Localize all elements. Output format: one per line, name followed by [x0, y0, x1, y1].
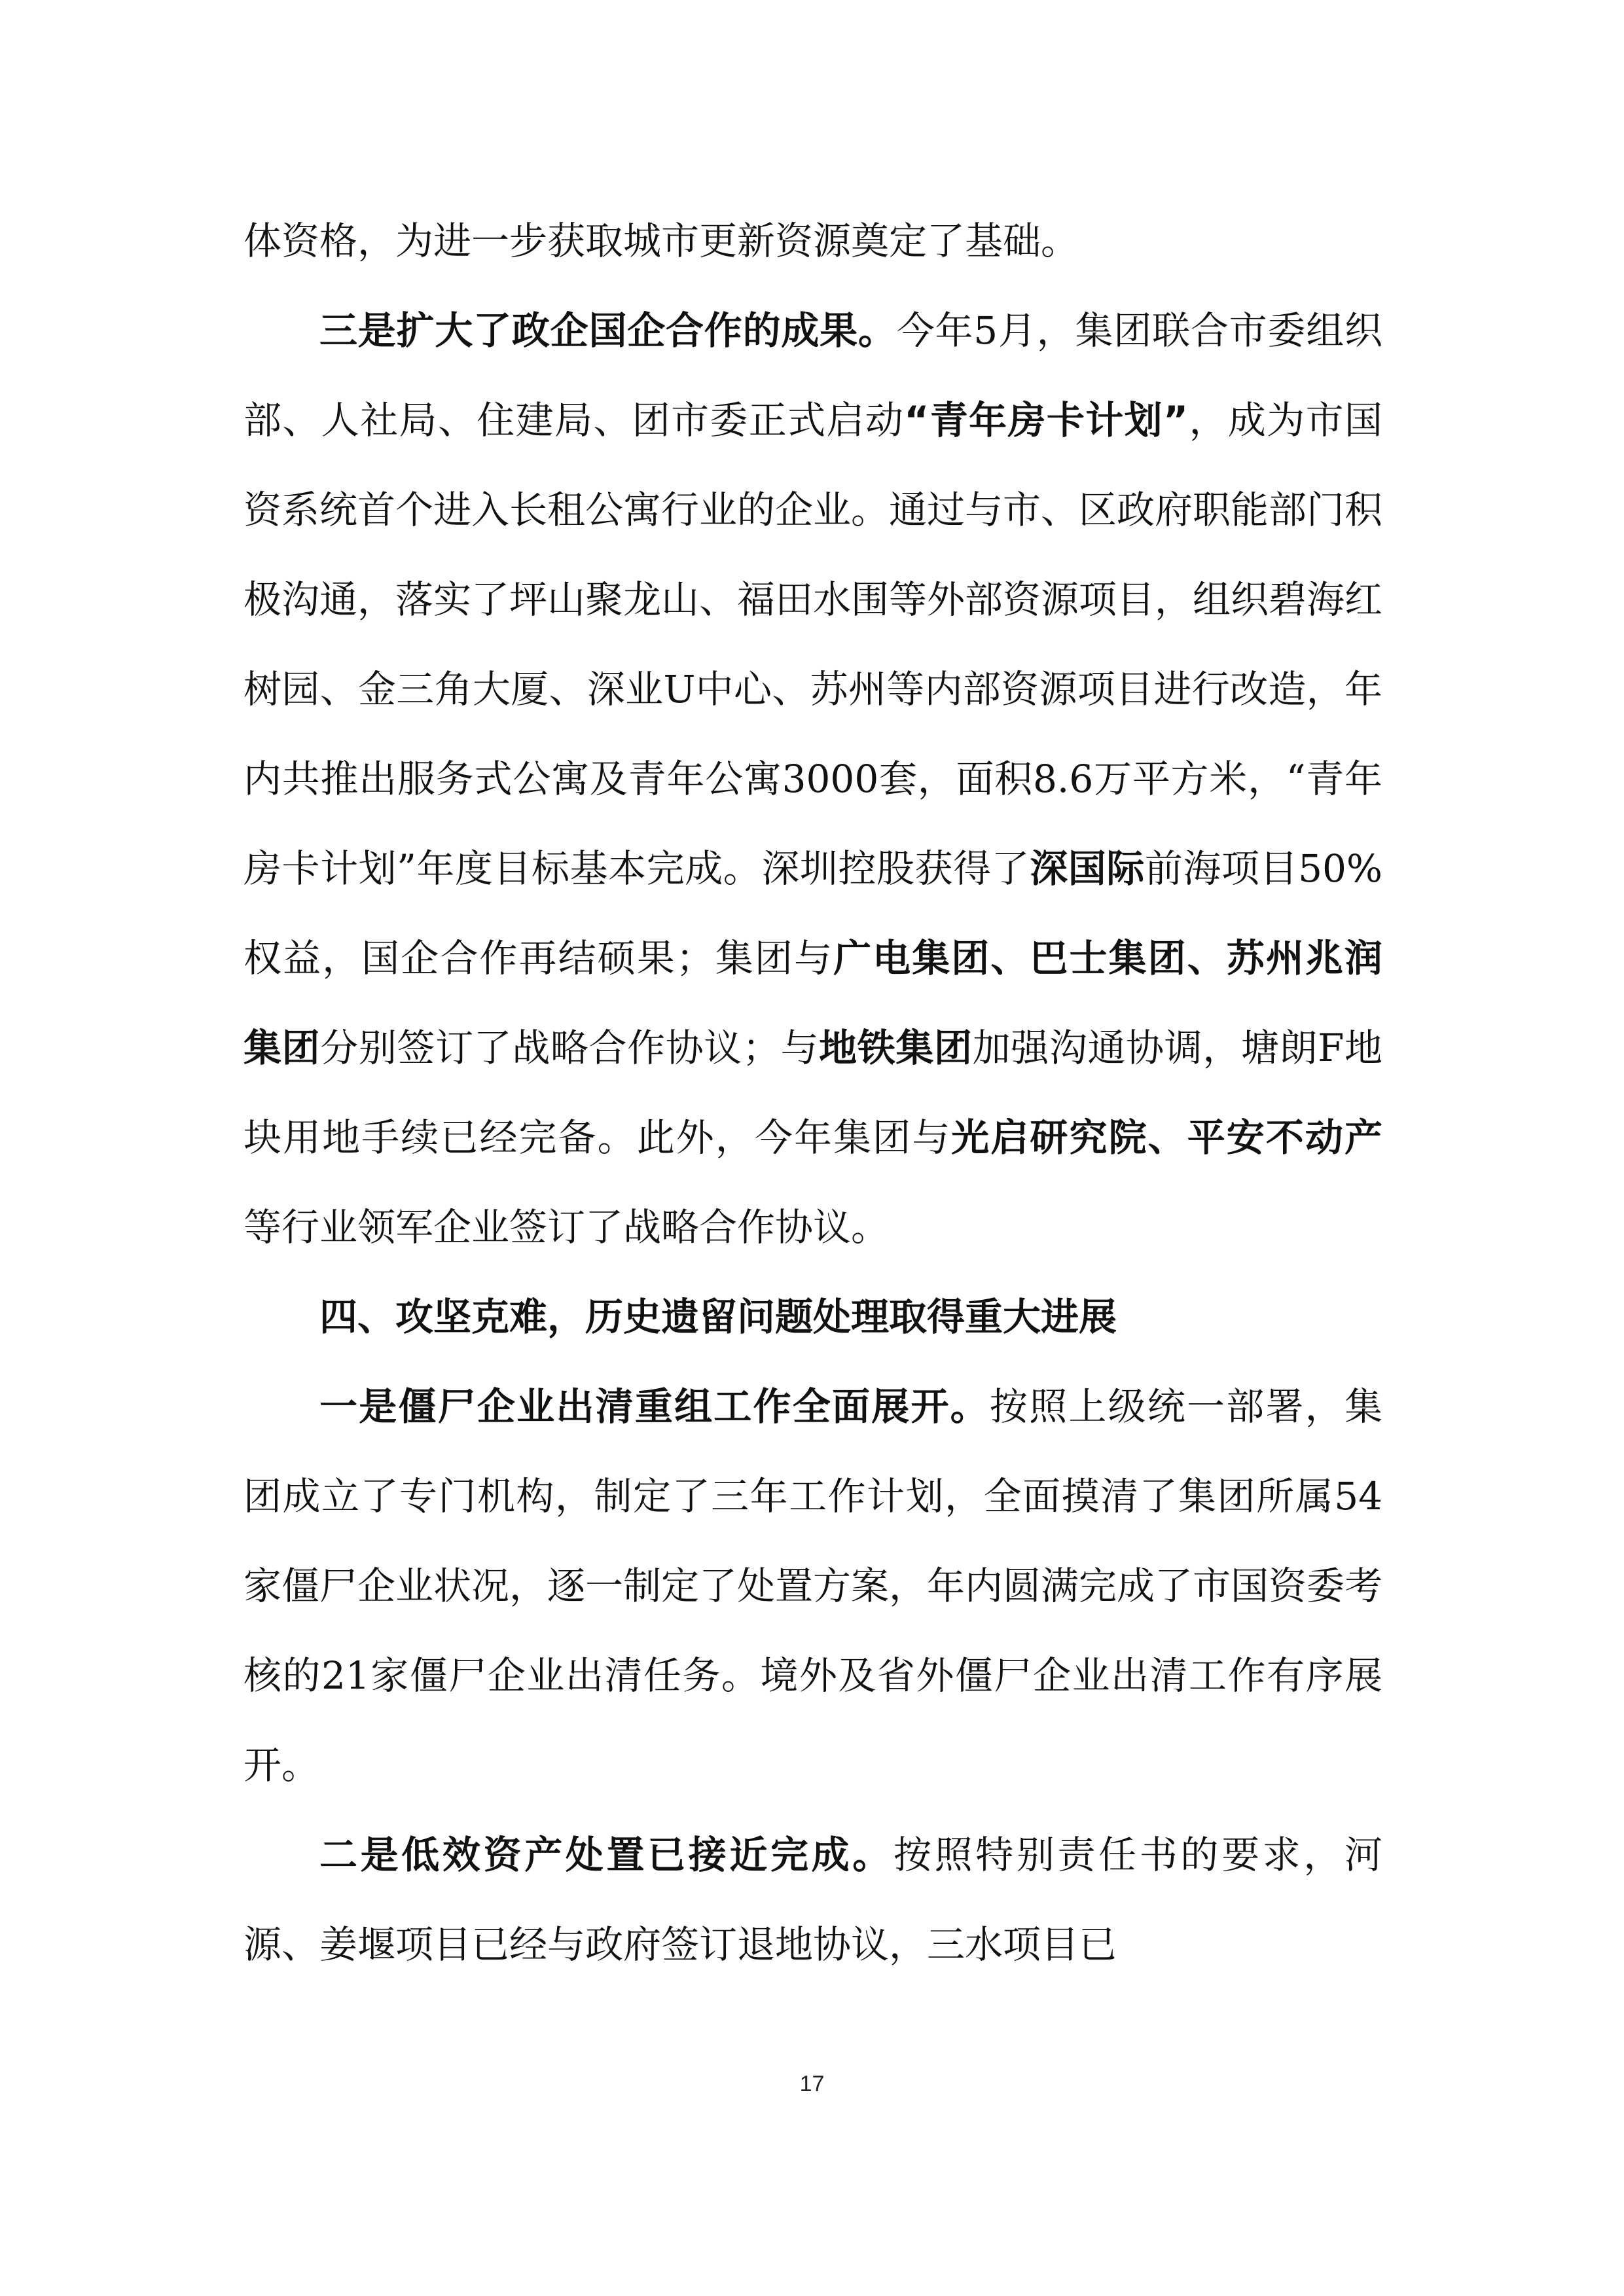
paragraph-zombie-enterprises [244, 1362, 1382, 1810]
paragraph-text: 前海项目50%权益，国企合作再结硕果；集团与 [244, 846, 1382, 980]
paragraph-lead: 三是扩大了政企国企合作的成果。 [319, 308, 897, 353]
paragraph-text: 按照上级统一部署，集团成立了专门机构，制定了三年工作计划，全面摸清了集团所属54家僵尸企业状况，逐一制定了处置方案，年内圆满完成了市国资委考核的21家僵尸企业出清任务。境外及省外僵尸企业出清工作有序展开。 [244, 1384, 1383, 1787]
bold-phrase: 广电集团、巴士集团、苏州兆润集团 [244, 936, 1382, 1070]
page-number: 17 [799, 2072, 825, 2096]
paragraph-text: 按照特别责任书的要求，河源、姜堰项目已经与政府签订退地协议，三水项目已 [244, 1833, 1382, 1967]
bold-phrase: “青年房卡计划” [904, 398, 1189, 442]
paragraph-text: 分别签订了战略合作协议；与 [320, 1026, 820, 1070]
paragraph-cooperation [244, 286, 1382, 1272]
paragraph-text: 体资格，为进一步获取城市更新资源奠定了基础。 [244, 219, 1079, 263]
paragraph-lead: 一是僵尸企业出清重组工作全面展开。 [319, 1384, 990, 1429]
paragraph-asset-disposal [244, 1810, 1382, 1990]
body-text [244, 196, 1382, 1990]
bold-phrase: 地铁集团 [819, 1026, 973, 1070]
section-heading: 四、攻坚克难，历史遗留问题处理取得重大进展 [319, 1295, 1117, 1339]
bold-phrase: 光启研究院、平安不动产 [951, 1115, 1382, 1160]
paragraph-text: 加强沟通协调，塘朗F地块用地手续已经完备。此外，今年集团与 [244, 1026, 1382, 1160]
paragraph-lead: 二是低效资产处置已接近完成。 [319, 1833, 893, 1877]
paragraph-text: 今年5月，集团联合市委组织部、人社局、住建局、团市委正式启动 [244, 308, 1382, 442]
paragraph-text: 等行业领军企业签订了战略合作协议。 [244, 1205, 890, 1249]
bold-phrase: 深国际 [1030, 846, 1145, 891]
paragraph-continuation [244, 196, 1382, 286]
paragraph-text: ，成为市国资系统首个进入长租公寓行业的企业。通过与市、区政府职能部门积极沟通，落实了坪山聚龙山、福田水围等外部资源项目，组织碧海红树园、金三角大厦、深业U中心、苏州等内部资源项目进行改造，年内共推出服务式公寓及青年公寓3000套，面积8.6万平方米，“青年房卡计划”年度目标基本完成。深圳控股获得了 [244, 398, 1383, 891]
